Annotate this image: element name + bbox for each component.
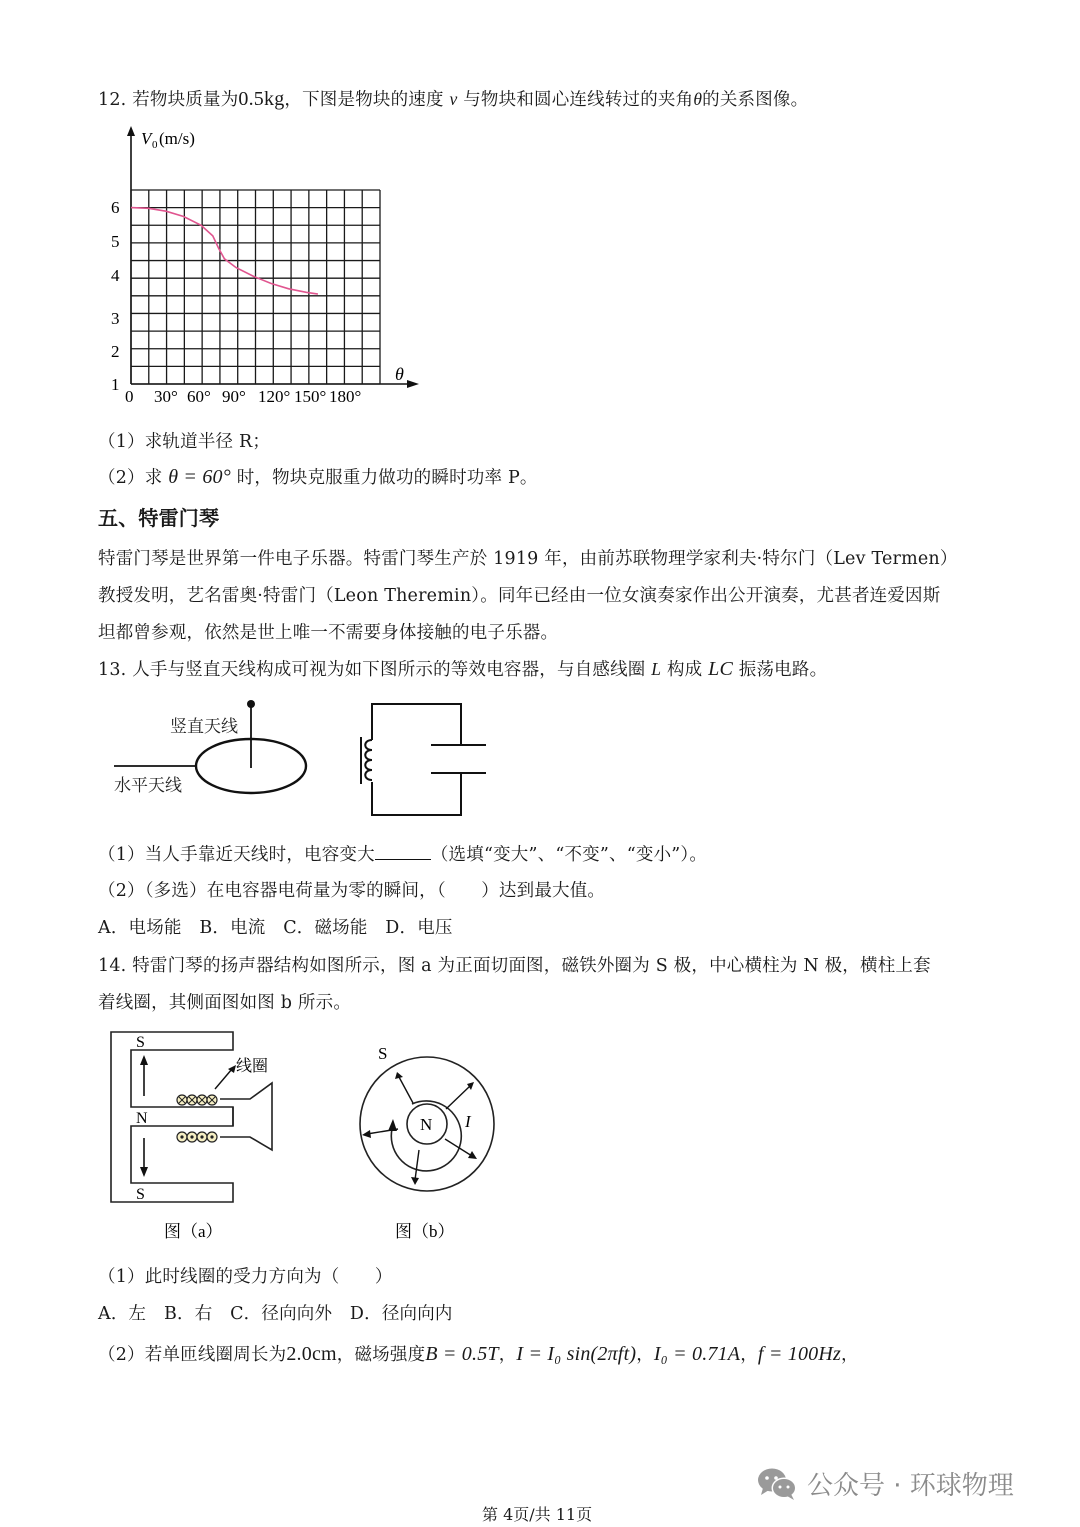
q12-stem-mid: ，下图是物块的速度 xyxy=(284,90,444,110)
page-number: 第 4页/共 11页 xyxy=(482,1505,593,1524)
svg-text:0: 0 xyxy=(125,387,134,406)
q13-sub1-prefix: （1）当人手靠近天线时，电容变大 xyxy=(98,845,375,865)
q13-options: A．电场能 B．电流 C．磁场能 D．电压 xyxy=(98,918,453,938)
chart-grid xyxy=(131,190,380,384)
y-tick-labels xyxy=(111,198,120,394)
svg-text:90°: 90° xyxy=(222,387,246,406)
y-axis-title: V xyxy=(141,129,152,148)
q14-sub2-prefix: （2）若单匝线圈周长为 xyxy=(98,1345,287,1365)
var-LC: LC xyxy=(708,658,734,680)
x-axis-arrow-icon xyxy=(407,380,419,388)
q14-stem-line1: 14. 特雷门琴的扬声器结构如图所示，图 a 为正面切面图，磁铁外圈为 S 极，中心横柱为 N 极，横柱上套 xyxy=(98,956,931,976)
velocity-angle-chart xyxy=(95,120,435,410)
x-axis-title: θ xyxy=(395,364,404,384)
watermark-text: 公众号 · 环球物理 xyxy=(807,1471,1014,1501)
arrow-down-icon xyxy=(140,1167,148,1177)
wechat-icon xyxy=(757,1467,799,1501)
answer-blank[interactable] xyxy=(375,845,431,860)
x-tick-labels xyxy=(125,387,361,406)
section5-para-line2: 教授发明，艺名雷奥·特雷门（Leon Theremin）。同年已经由一位女演奏家作出公开演奏，尤甚者连爱因斯 xyxy=(98,586,941,606)
svg-text:6: 6 xyxy=(111,198,120,217)
sep1: ， xyxy=(498,1345,517,1365)
q14-stem-line2: 着线圈，其侧面图如图 b 所示。 xyxy=(98,993,352,1013)
svg-text:180°: 180° xyxy=(329,387,362,406)
antenna-figure xyxy=(100,690,500,825)
label-s: S xyxy=(378,1044,388,1063)
section-heading: 五、特雷门琴 xyxy=(98,506,220,530)
q13-stem xyxy=(98,656,827,681)
pole-s-bottom: S xyxy=(136,1186,145,1203)
svg-text:3: 3 xyxy=(111,309,120,328)
q13-sub2: （2）（多选）在电容器电荷量为零的瞬间，（ ）达到最大值。 xyxy=(98,881,606,901)
q12-stem xyxy=(98,86,808,111)
i0-expr: I₀ = 0.71A xyxy=(653,1343,741,1365)
q12-sub2 xyxy=(98,464,538,489)
pole-n: N xyxy=(136,1110,148,1127)
chart-curve xyxy=(131,208,318,295)
q13-sub1-suffix: （选填“变大”、“不变”、“变小”）。 xyxy=(430,845,708,865)
b-field-expr: B = 0.5T xyxy=(425,1343,499,1365)
q13-stem-mid: 构成 xyxy=(666,660,703,680)
svg-text:4: 4 xyxy=(111,266,120,285)
q14-sub2-mid: ，磁场强度 xyxy=(336,1345,426,1365)
y-axis-title-sub: 0 xyxy=(152,139,158,151)
var-theta: θ xyxy=(693,89,703,109)
svg-text:120°: 120° xyxy=(258,387,291,406)
figure-b-side-view xyxy=(340,1035,510,1245)
svg-text:5: 5 xyxy=(111,232,120,251)
svg-text:30°: 30° xyxy=(154,387,178,406)
current-expr: I = I₀ sin(2πft) xyxy=(516,1343,637,1365)
q13-sub1 xyxy=(98,841,707,866)
coil-current-arc xyxy=(391,1101,461,1171)
sep2: ， xyxy=(636,1345,654,1365)
y-axis-arrow-icon xyxy=(127,126,135,136)
q14-sub1: （1）此时线圈的受力方向为（ ） xyxy=(98,1267,393,1287)
coil-label: 线圈 xyxy=(236,1058,269,1075)
q12-stem-prefix: 12. 若物块质量为 xyxy=(98,90,239,110)
sep4: ， xyxy=(841,1345,859,1365)
figure-a-speaker xyxy=(100,1025,300,1245)
theta-60-expr: θ = 60° xyxy=(168,466,231,488)
figure-a-caption: 图（a） xyxy=(164,1222,223,1241)
magnet-outline xyxy=(111,1032,233,1202)
sep3: ， xyxy=(740,1345,758,1365)
label-n: N xyxy=(420,1115,433,1134)
watermark xyxy=(757,1465,1014,1502)
svg-text:1: 1 xyxy=(111,375,120,394)
svg-text:2: 2 xyxy=(111,342,120,361)
pole-s-top: S xyxy=(136,1034,145,1051)
q14-options: A．左 B．右 C．径向向外 D．径向向内 xyxy=(98,1304,453,1324)
svg-text:60°: 60° xyxy=(187,387,211,406)
label-current-i: I xyxy=(465,1112,471,1131)
var-L: L xyxy=(651,659,662,679)
y-axis-title-unit: (m/s) xyxy=(159,129,195,148)
coil-cross-section-into-page xyxy=(177,1095,217,1105)
circumference-value: 2.0cm xyxy=(286,1343,337,1365)
mass-value: 0.5kg xyxy=(238,88,285,110)
vertical-antenna-label: 竖直天线 xyxy=(170,717,238,736)
lc-circuit xyxy=(361,704,486,815)
section5-para-line3: 坦都曾参观，依然是世上唯一不需要身体接触的电子乐器。 xyxy=(98,623,559,643)
section5-para-line1: 特雷门琴是世界第一件电子乐器。特雷门琴生产於 1919 年，由前苏联物理学家利夫·特尔门（Lev Termen） xyxy=(98,549,958,569)
coil-cross-section-out-of-page xyxy=(177,1132,217,1142)
q12-stem-mid2: 与物块和圆心连线转过的夹角 xyxy=(463,90,694,110)
q12-sub1: （1）求轨道半径 R； xyxy=(98,432,271,452)
figure-b-caption: 图（b） xyxy=(395,1222,455,1241)
frequency-expr: f = 100Hz xyxy=(757,1343,842,1365)
horizontal-antenna-label: 水平天线 xyxy=(114,776,182,795)
q12-sub2-suffix: 时，物块克服重力做功的瞬时功率 P。 xyxy=(236,468,538,488)
arrow-up-icon xyxy=(140,1055,148,1065)
q12-stem-suffix: 的关系图像。 xyxy=(702,90,809,110)
q13-stem-prefix: 13. 人手与竖直天线构成可视为如下图所示的等效电容器，与自感线圈 xyxy=(98,660,646,680)
q13-stem-suffix: 振荡电路。 xyxy=(738,660,828,680)
inductor-coil-icon xyxy=(365,740,372,780)
speaker-cone xyxy=(220,1083,272,1150)
q14-sub2 xyxy=(98,1341,859,1366)
q12-sub2-prefix: （2）求 xyxy=(98,468,163,488)
svg-text:150°: 150° xyxy=(294,387,327,406)
var-v: v xyxy=(449,89,458,109)
